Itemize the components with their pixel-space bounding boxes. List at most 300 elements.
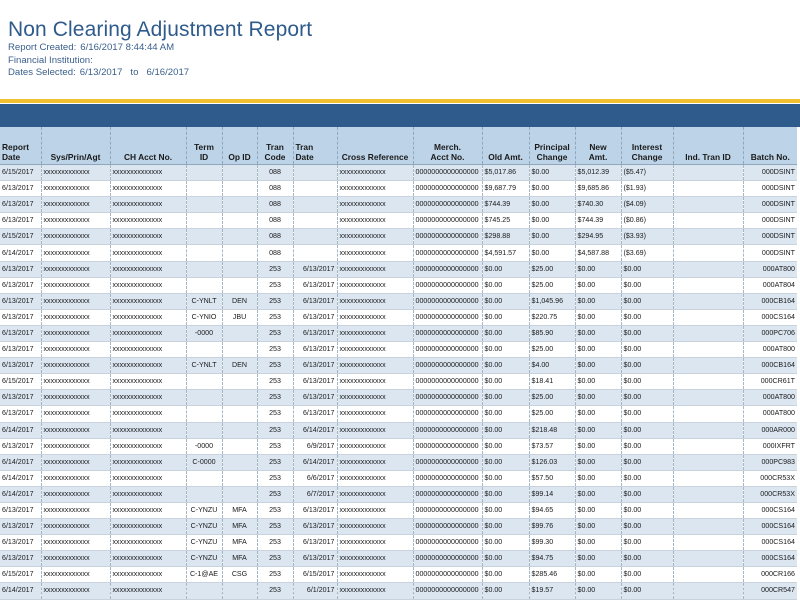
cell-old: $298.88	[482, 229, 529, 245]
cell-ind	[673, 535, 743, 551]
column-header-date	[0, 127, 41, 165]
cell-sys: xxxxxxxxxxxxx	[41, 583, 110, 599]
table-row	[0, 406, 797, 422]
cell-ind	[673, 293, 743, 309]
cell-old: $0.00	[482, 551, 529, 567]
cell-tdate	[293, 229, 337, 245]
cell-xref: xxxxxxxxxxxxx	[337, 309, 413, 325]
cell-ind	[673, 277, 743, 293]
cell-date: 6/13/2017	[0, 519, 41, 535]
cell-ind	[673, 390, 743, 406]
cell-ind	[673, 486, 743, 502]
table-header	[0, 127, 797, 165]
cell-ch: xxxxxxxxxxxxxx	[110, 567, 186, 583]
cell-sys: xxxxxxxxxxxxx	[41, 325, 110, 341]
cell-sys: xxxxxxxxxxxxx	[41, 213, 110, 229]
report-band	[0, 104, 800, 127]
cell-xref: xxxxxxxxxxxxx	[337, 470, 413, 486]
cell-ind	[673, 245, 743, 261]
cell-merch: 0000000000000000	[413, 438, 482, 454]
cell-new: $0.00	[575, 567, 621, 583]
cell-int: $0.00	[621, 454, 673, 470]
cell-batch: 000PC983	[743, 454, 797, 470]
cell-term: C-YNZU	[186, 519, 222, 535]
cell-ch: xxxxxxxxxxxxxx	[110, 245, 186, 261]
cell-prin: $220.75	[529, 309, 575, 325]
cell-tcode: 088	[257, 197, 293, 213]
cell-int: ($3.69)	[621, 245, 673, 261]
cell-batch: 000CS164	[743, 519, 797, 535]
cell-prin: $126.03	[529, 454, 575, 470]
cell-tcode: 088	[257, 245, 293, 261]
cell-ch: xxxxxxxxxxxxxx	[110, 358, 186, 374]
cell-old: $0.00	[482, 406, 529, 422]
cell-ch: xxxxxxxxxxxxxx	[110, 519, 186, 535]
cell-date: 6/15/2017	[0, 374, 41, 390]
cell-xref: xxxxxxxxxxxxx	[337, 342, 413, 358]
cell-int: $0.00	[621, 342, 673, 358]
cell-tcode: 253	[257, 277, 293, 293]
cell-merch: 0000000000000000	[413, 358, 482, 374]
cell-xref: xxxxxxxxxxxxx	[337, 551, 413, 567]
cell-ind	[673, 470, 743, 486]
cell-new: $0.00	[575, 502, 621, 518]
cell-ind	[673, 406, 743, 422]
cell-tdate	[293, 197, 337, 213]
cell-tdate: 6/13/2017	[293, 342, 337, 358]
dates-from: 6/13/2017	[79, 67, 123, 78]
cell-merch: 0000000000000000	[413, 245, 482, 261]
cell-op: DEN	[222, 358, 257, 374]
cell-ch: xxxxxxxxxxxxxx	[110, 583, 186, 599]
cell-old: $744.39	[482, 197, 529, 213]
cell-old: $0.00	[482, 277, 529, 293]
cell-op: CSG	[222, 567, 257, 583]
cell-tdate: 6/14/2017	[293, 422, 337, 438]
cell-op	[222, 277, 257, 293]
cell-old: $0.00	[482, 486, 529, 502]
cell-date: 6/13/2017	[0, 309, 41, 325]
cell-int: $0.00	[621, 309, 673, 325]
table-row	[0, 519, 797, 535]
cell-merch: 0000000000000000	[413, 535, 482, 551]
cell-batch: 000DSINT	[743, 181, 797, 197]
cell-xref: xxxxxxxxxxxxx	[337, 486, 413, 502]
cell-sys: xxxxxxxxxxxxx	[41, 438, 110, 454]
cell-term	[186, 374, 222, 390]
cell-batch: 000CS164	[743, 551, 797, 567]
cell-term	[186, 261, 222, 277]
cell-new: $0.00	[575, 358, 621, 374]
cell-new: $744.39	[575, 213, 621, 229]
column-header-term-line1: Term	[194, 142, 214, 152]
cell-xref: xxxxxxxxxxxxx	[337, 165, 413, 181]
cell-prin: $218.48	[529, 422, 575, 438]
cell-xref: xxxxxxxxxxxxx	[337, 293, 413, 309]
table-row	[0, 181, 797, 197]
cell-xref: xxxxxxxxxxxxx	[337, 583, 413, 599]
cell-ind	[673, 325, 743, 341]
cell-int: $0.00	[621, 551, 673, 567]
table-row	[0, 261, 797, 277]
cell-prin: $94.65	[529, 502, 575, 518]
column-header-tcode-line2: Code	[264, 152, 286, 162]
cell-date: 6/13/2017	[0, 213, 41, 229]
cell-new: $0.00	[575, 470, 621, 486]
header-row	[0, 127, 797, 165]
cell-prin: $19.57	[529, 583, 575, 599]
cell-tdate: 6/6/2017	[293, 470, 337, 486]
table-row	[0, 374, 797, 390]
cell-op	[222, 325, 257, 341]
cell-old: $0.00	[482, 390, 529, 406]
cell-term	[186, 245, 222, 261]
dates-selected-line	[8, 67, 312, 80]
cell-prin: $73.57	[529, 438, 575, 454]
cell-xref: xxxxxxxxxxxxx	[337, 245, 413, 261]
cell-merch: 0000000000000000	[413, 374, 482, 390]
cell-op	[222, 454, 257, 470]
table-body	[0, 165, 797, 600]
report-created-value: 6/16/2017 8:44:44 AM	[80, 42, 175, 53]
cell-op	[222, 470, 257, 486]
cell-old: $0.00	[482, 454, 529, 470]
cell-merch: 0000000000000000	[413, 519, 482, 535]
cell-tdate: 6/15/2017	[293, 567, 337, 583]
cell-old: $0.00	[482, 470, 529, 486]
column-header-batch	[743, 127, 797, 165]
column-header-date-line1: Report	[2, 142, 29, 152]
cell-new: $0.00	[575, 454, 621, 470]
cell-ch: xxxxxxxxxxxxxx	[110, 325, 186, 341]
cell-batch: 000CR166	[743, 567, 797, 583]
cell-ch: xxxxxxxxxxxxxx	[110, 551, 186, 567]
cell-int: $0.00	[621, 422, 673, 438]
cell-ch: xxxxxxxxxxxxxx	[110, 535, 186, 551]
cell-prin: $25.00	[529, 277, 575, 293]
cell-term: C-0000	[186, 454, 222, 470]
column-header-xref	[337, 127, 413, 165]
cell-batch: 000DSINT	[743, 229, 797, 245]
cell-tdate	[293, 245, 337, 261]
cell-date: 6/13/2017	[0, 390, 41, 406]
cell-tcode: 253	[257, 406, 293, 422]
column-header-tcode-line1: Tran	[266, 142, 284, 152]
cell-old: $0.00	[482, 438, 529, 454]
cell-prin: $285.46	[529, 567, 575, 583]
cell-merch: 0000000000000000	[413, 309, 482, 325]
cell-sys: xxxxxxxxxxxxx	[41, 229, 110, 245]
cell-sys: xxxxxxxxxxxxx	[41, 406, 110, 422]
cell-op: MFA	[222, 535, 257, 551]
cell-int: $0.00	[621, 535, 673, 551]
cell-date: 6/15/2017	[0, 165, 41, 181]
cell-op	[222, 261, 257, 277]
cell-xref: xxxxxxxxxxxxx	[337, 325, 413, 341]
cell-tcode: 253	[257, 486, 293, 502]
cell-date: 6/13/2017	[0, 406, 41, 422]
cell-term	[186, 486, 222, 502]
cell-ch: xxxxxxxxxxxxxx	[110, 486, 186, 502]
cell-date: 6/13/2017	[0, 358, 41, 374]
cell-sys: xxxxxxxxxxxxx	[41, 293, 110, 309]
cell-date: 6/13/2017	[0, 277, 41, 293]
column-header-int-line1: Interest	[631, 142, 663, 152]
cell-new: $5,012.39	[575, 165, 621, 181]
cell-ind	[673, 438, 743, 454]
cell-int: $0.00	[621, 519, 673, 535]
cell-term: C-YNLT	[186, 358, 222, 374]
column-header-new-line1: New	[589, 142, 607, 152]
cell-tdate: 6/13/2017	[293, 374, 337, 390]
cell-batch: 000AT800	[743, 342, 797, 358]
cell-tcode: 253	[257, 519, 293, 535]
cell-xref: xxxxxxxxxxxxx	[337, 229, 413, 245]
column-header-sys-line2: Sys/Prin/Agt	[50, 152, 101, 162]
column-header-ind-line2: Ind. Tran ID	[685, 152, 731, 162]
table-row	[0, 470, 797, 486]
cell-tdate: 6/9/2017	[293, 438, 337, 454]
table-row	[0, 245, 797, 261]
table-row	[0, 277, 797, 293]
cell-tdate: 6/13/2017	[293, 277, 337, 293]
cell-tdate	[293, 165, 337, 181]
table-row	[0, 358, 797, 374]
cell-ind	[673, 229, 743, 245]
cell-tcode: 253	[257, 438, 293, 454]
cell-sys: xxxxxxxxxxxxx	[41, 551, 110, 567]
cell-sys: xxxxxxxxxxxxx	[41, 486, 110, 502]
cell-op	[222, 486, 257, 502]
cell-tcode: 253	[257, 358, 293, 374]
table-row	[0, 213, 797, 229]
column-header-merch	[413, 127, 482, 165]
cell-old: $0.00	[482, 342, 529, 358]
cell-old: $0.00	[482, 519, 529, 535]
cell-term: C-YNIO	[186, 309, 222, 325]
cell-op	[222, 181, 257, 197]
dates-selected-label: Dates Selected:	[8, 67, 76, 78]
cell-int: $0.00	[621, 502, 673, 518]
cell-xref: xxxxxxxxxxxxx	[337, 358, 413, 374]
cell-term	[186, 422, 222, 438]
cell-tdate: 6/13/2017	[293, 309, 337, 325]
cell-new: $0.00	[575, 486, 621, 502]
cell-term: C-YNZU	[186, 551, 222, 567]
cell-ch: xxxxxxxxxxxxxx	[110, 165, 186, 181]
column-header-int-line2: Change	[631, 152, 663, 162]
cell-prin: $0.00	[529, 197, 575, 213]
column-header-prin-line2: Change	[536, 152, 568, 162]
cell-int: ($0.86)	[621, 213, 673, 229]
cell-sys: xxxxxxxxxxxxx	[41, 245, 110, 261]
cell-tdate: 6/1/2017	[293, 583, 337, 599]
cell-merch: 0000000000000000	[413, 197, 482, 213]
cell-op	[222, 390, 257, 406]
cell-merch: 0000000000000000	[413, 277, 482, 293]
cell-tcode: 253	[257, 342, 293, 358]
cell-term	[186, 165, 222, 181]
cell-date: 6/13/2017	[0, 342, 41, 358]
cell-int: $0.00	[621, 358, 673, 374]
cell-tdate: 6/13/2017	[293, 261, 337, 277]
cell-term	[186, 197, 222, 213]
cell-tdate: 6/13/2017	[293, 293, 337, 309]
cell-ch: xxxxxxxxxxxxxx	[110, 374, 186, 390]
cell-op: MFA	[222, 551, 257, 567]
cell-merch: 0000000000000000	[413, 342, 482, 358]
cell-int: $0.00	[621, 390, 673, 406]
cell-new: $0.00	[575, 277, 621, 293]
cell-new: $0.00	[575, 309, 621, 325]
cell-ind	[673, 519, 743, 535]
cell-tcode: 088	[257, 213, 293, 229]
cell-op: DEN	[222, 293, 257, 309]
cell-merch: 0000000000000000	[413, 213, 482, 229]
column-header-new	[575, 127, 621, 165]
cell-old: $0.00	[482, 358, 529, 374]
cell-sys: xxxxxxxxxxxxx	[41, 342, 110, 358]
cell-batch: 000CS164	[743, 502, 797, 518]
cell-date: 6/13/2017	[0, 325, 41, 341]
cell-term: C-1@AE	[186, 567, 222, 583]
cell-xref: xxxxxxxxxxxxx	[337, 261, 413, 277]
cell-merch: 0000000000000000	[413, 293, 482, 309]
cell-merch: 0000000000000000	[413, 165, 482, 181]
cell-ind	[673, 358, 743, 374]
report-header	[8, 18, 312, 80]
cell-xref: xxxxxxxxxxxxx	[337, 535, 413, 551]
cell-op	[222, 245, 257, 261]
cell-tdate	[293, 213, 337, 229]
column-header-sys	[41, 127, 110, 165]
cell-date: 6/14/2017	[0, 245, 41, 261]
cell-ch: xxxxxxxxxxxxxx	[110, 309, 186, 325]
cell-xref: xxxxxxxxxxxxx	[337, 454, 413, 470]
cell-xref: xxxxxxxxxxxxx	[337, 390, 413, 406]
cell-sys: xxxxxxxxxxxxx	[41, 309, 110, 325]
cell-batch: 000CS164	[743, 309, 797, 325]
cell-old: $4,591.57	[482, 245, 529, 261]
table-row	[0, 486, 797, 502]
cell-merch: 0000000000000000	[413, 567, 482, 583]
cell-batch: 000DSINT	[743, 197, 797, 213]
cell-sys: xxxxxxxxxxxxx	[41, 181, 110, 197]
cell-xref: xxxxxxxxxxxxx	[337, 181, 413, 197]
cell-tcode: 253	[257, 261, 293, 277]
cell-date: 6/13/2017	[0, 197, 41, 213]
cell-op	[222, 165, 257, 181]
table-row	[0, 390, 797, 406]
cell-ind	[673, 454, 743, 470]
cell-tcode: 253	[257, 502, 293, 518]
cell-xref: xxxxxxxxxxxxx	[337, 422, 413, 438]
cell-new: $0.00	[575, 438, 621, 454]
cell-op	[222, 342, 257, 358]
cell-xref: xxxxxxxxxxxxx	[337, 567, 413, 583]
cell-prin: $25.00	[529, 261, 575, 277]
cell-prin: $0.00	[529, 229, 575, 245]
dates-to: 6/16/2017	[146, 67, 190, 78]
cell-sys: xxxxxxxxxxxxx	[41, 519, 110, 535]
cell-prin: $85.90	[529, 325, 575, 341]
cell-ind	[673, 213, 743, 229]
financial-institution-label: Financial Institution:	[8, 54, 93, 66]
cell-merch: 0000000000000000	[413, 422, 482, 438]
cell-int: $0.00	[621, 486, 673, 502]
column-header-term-line2: ID	[199, 152, 209, 162]
cell-sys: xxxxxxxxxxxxx	[41, 470, 110, 486]
report-title: Non Clearing Adjustment Report	[8, 18, 313, 41]
cell-merch: 0000000000000000	[413, 390, 482, 406]
cell-term	[186, 342, 222, 358]
cell-op: MFA	[222, 502, 257, 518]
cell-date: 6/14/2017	[0, 454, 41, 470]
cell-new: $0.00	[575, 583, 621, 599]
cell-batch: 000CR547	[743, 583, 797, 599]
cell-prin: $0.00	[529, 213, 575, 229]
cell-old: $0.00	[482, 502, 529, 518]
cell-tdate: 6/13/2017	[293, 390, 337, 406]
cell-term	[186, 390, 222, 406]
table-row	[0, 567, 797, 583]
cell-int: $0.00	[621, 374, 673, 390]
cell-ch: xxxxxxxxxxxxxx	[110, 342, 186, 358]
table-row	[0, 309, 797, 325]
cell-batch: 000AT800	[743, 261, 797, 277]
cell-merch: 0000000000000000	[413, 261, 482, 277]
cell-int: ($5.47)	[621, 165, 673, 181]
column-header-tdate-line1: Tran	[295, 142, 314, 152]
cell-batch: 000AT804	[743, 277, 797, 293]
cell-new: $0.00	[575, 422, 621, 438]
cell-ind	[673, 583, 743, 599]
cell-old: $0.00	[482, 309, 529, 325]
cell-int: $0.00	[621, 325, 673, 341]
cell-term	[186, 277, 222, 293]
table-row	[0, 551, 797, 567]
cell-int: ($3.93)	[621, 229, 673, 245]
column-header-tdate	[293, 127, 337, 165]
cell-sys: xxxxxxxxxxxxx	[41, 261, 110, 277]
table-row	[0, 535, 797, 551]
cell-xref: xxxxxxxxxxxxx	[337, 406, 413, 422]
table-row	[0, 325, 797, 341]
cell-batch: 000DSINT	[743, 213, 797, 229]
cell-tcode: 253	[257, 583, 293, 599]
cell-tcode: 253	[257, 390, 293, 406]
cell-int: $0.00	[621, 277, 673, 293]
table-row	[0, 583, 797, 599]
cell-merch: 0000000000000000	[413, 502, 482, 518]
table-row	[0, 165, 797, 181]
cell-prin: $0.00	[529, 165, 575, 181]
cell-tcode: 253	[257, 309, 293, 325]
column-header-merch-line2: Acct No.	[430, 152, 465, 162]
cell-old: $9,687.79	[482, 181, 529, 197]
cell-tdate: 6/13/2017	[293, 358, 337, 374]
cell-date: 6/13/2017	[0, 181, 41, 197]
cell-ch: xxxxxxxxxxxxxx	[110, 181, 186, 197]
cell-xref: xxxxxxxxxxxxx	[337, 197, 413, 213]
cell-ind	[673, 374, 743, 390]
table-row	[0, 342, 797, 358]
cell-ch: xxxxxxxxxxxxxx	[110, 293, 186, 309]
table-row	[0, 293, 797, 309]
cell-new: $740.30	[575, 197, 621, 213]
cell-term	[186, 229, 222, 245]
cell-tcode: 088	[257, 229, 293, 245]
